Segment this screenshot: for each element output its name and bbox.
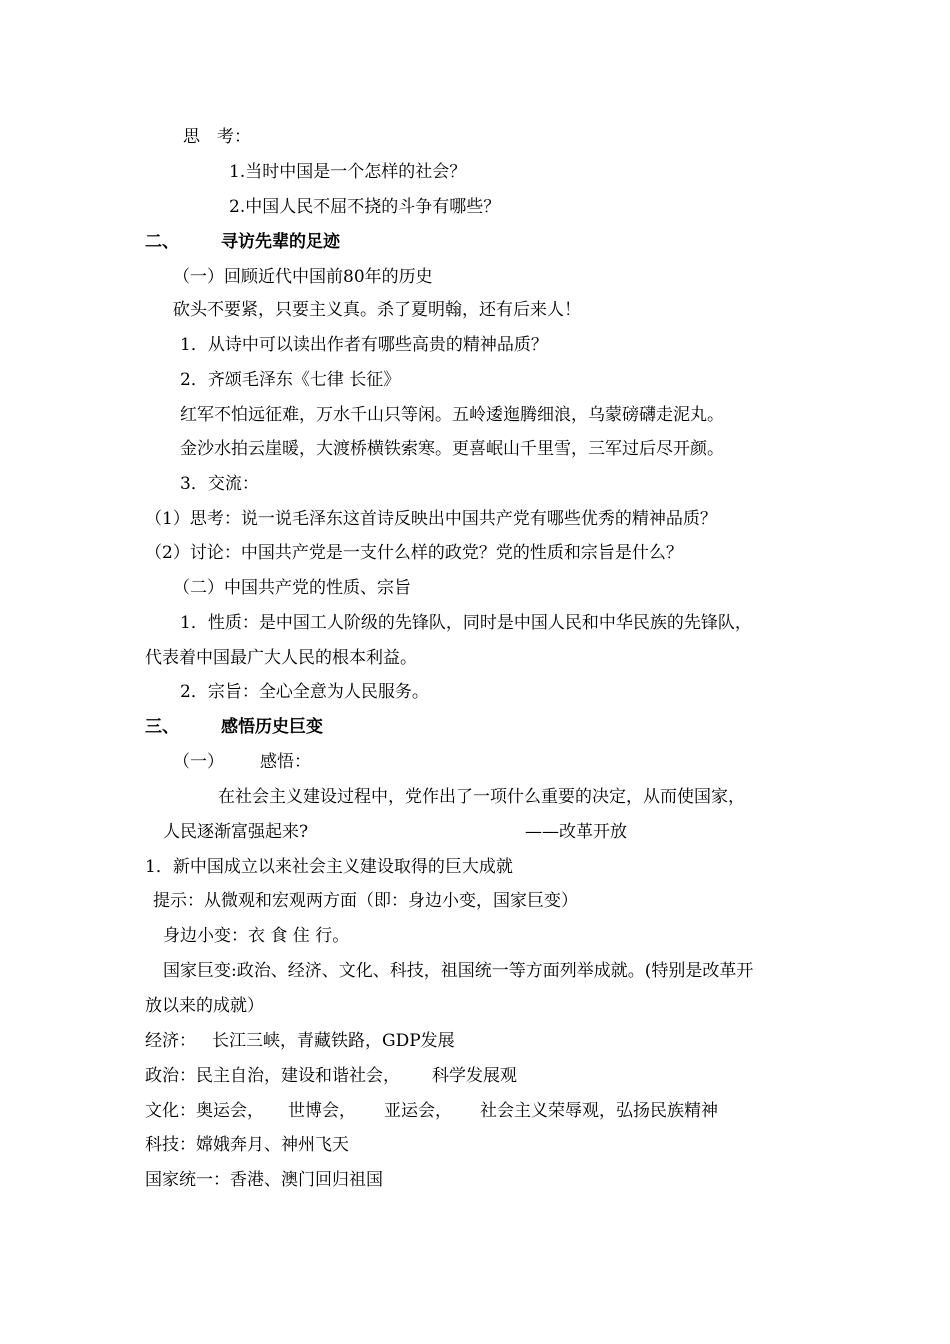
- list-item: 1．从诗中可以读出作者有哪些高贵的精神品质？: [180, 335, 548, 355]
- category-items: 长江三峡，青藏铁路，GDP发展: [212, 1031, 455, 1051]
- subsection-heading: （二）中国共产党的性质、宗旨: [173, 578, 411, 598]
- subsection-title: 感悟：: [260, 752, 311, 772]
- list-item: 2．齐颂毛泽东《七律 长征》: [180, 370, 401, 390]
- section-title: 寻访先辈的足迹: [221, 232, 340, 252]
- category-label: 经济：: [145, 1031, 196, 1051]
- poem-line: 金沙水拍云崖暖，大渡桥横铁索寒。更喜岷山千里雪，三军过后尽开颜。: [180, 439, 724, 459]
- section-number: 二、: [145, 232, 179, 252]
- hint-text: 提示：从微观和宏观两方面（即：身边小变，国家巨变）: [153, 891, 578, 911]
- section-title: 感悟历史巨变: [221, 717, 323, 737]
- think-heading: 思 考：: [183, 127, 251, 147]
- paragraph-text: 国家巨变:政治、经济、文化、科技，祖国统一等方面列举成就。(特别是改革开: [163, 961, 754, 981]
- achievement-economy: [145, 1029, 455, 1053]
- subsection-heading: （一）回顾近代中国前80年的历史: [173, 267, 433, 287]
- section-three-heading: [145, 715, 323, 739]
- achievement-politics: [145, 1064, 517, 1088]
- list-item: 1．性质：是中国工人阶级的先锋队，同时是中国人民和中华民族的先锋队，: [180, 613, 752, 633]
- subsection-heading: [173, 750, 311, 774]
- paragraph-text: 代表着中国最广大人民的根本利益。: [145, 648, 417, 668]
- achievement-culture: [145, 1099, 718, 1123]
- section-two-heading: [145, 230, 340, 254]
- achievement-unification: 国家统一：香港、澳门回归祖国: [145, 1170, 383, 1190]
- category-items: 亚运会，: [384, 1101, 452, 1121]
- paragraph-text: 身边小变：衣 食 住 行。: [163, 926, 350, 946]
- paragraph-text: 在社会主义建设过程中，党作出了一项什么重要的决定，从而使国家，: [218, 787, 745, 807]
- achievement-science: 科技：嫦娥奔月、神州飞天: [145, 1135, 349, 1155]
- category-items: 文化：奥运会，: [145, 1101, 264, 1121]
- category-items: 世博会，: [288, 1101, 356, 1121]
- list-item: 3．交流：: [180, 474, 259, 494]
- category-items: 社会主义荣辱观，弘扬民族精神: [480, 1101, 718, 1121]
- answer-text: ——改革开放: [525, 822, 627, 842]
- list-item: （1）思考：说一说毛泽东这首诗反映出中国共产党有哪些优秀的精神品质？: [145, 509, 717, 529]
- paragraph-text: 人民逐渐富强起来?: [163, 822, 309, 842]
- section-number: 三、: [145, 717, 179, 737]
- list-item: 1．新中国成立以来社会主义建设取得的巨大成就: [145, 857, 513, 877]
- poem-line: 红军不怕远征难，万水千山只等闲。五岭逶迤腾细浪，乌蒙磅礴走泥丸。: [180, 405, 724, 425]
- category-items: 科学发展观: [432, 1066, 517, 1086]
- question-1: 1.当时中国是一个怎样的社会？: [229, 162, 467, 182]
- paragraph-text: 放以来的成就）: [145, 996, 264, 1016]
- subsection-number: （一）: [173, 752, 224, 772]
- poem-xiaminghan: 砍头不要紧，只要主义真。杀了夏明翰，还有后来人！: [173, 300, 581, 320]
- category-items: 政治：民主自治，建设和谐社会，: [145, 1066, 400, 1086]
- list-item: （2）讨论：中国共产党是一支什么样的政党？党的性质和宗旨是什么？: [145, 543, 683, 563]
- list-item: 2．宗旨：全心全意为人民服务。: [180, 682, 429, 702]
- question-2: 2.中国人民不屈不挠的斗争有哪些？: [229, 197, 501, 217]
